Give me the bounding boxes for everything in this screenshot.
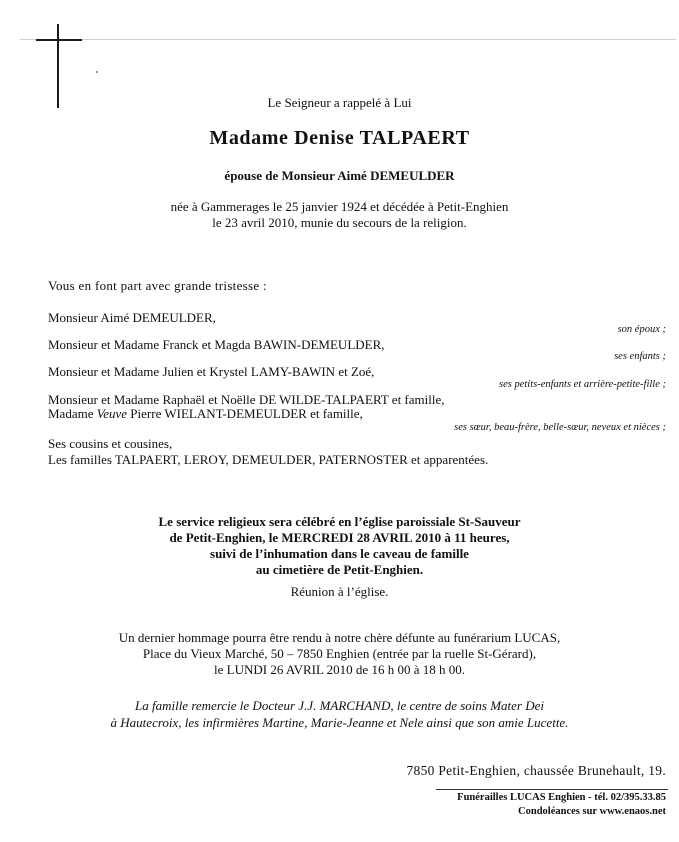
service-line-2: de Petit-Enghien, le MERCREDI 28 AVRIL 2010 à 11 heures, bbox=[169, 530, 510, 545]
service-line-1: Le service religieux sera célébré en l’église paroissiale St-Sauveur bbox=[158, 514, 521, 529]
cross-icon-bar bbox=[36, 39, 82, 41]
service-line-3: suivi de l’inhumation dans le caveau de famille bbox=[210, 546, 469, 561]
deceased-last-name: TALPAERT bbox=[359, 127, 470, 149]
service-line-4: au cimetière de Petit-Enghien. bbox=[255, 562, 424, 577]
deceased-first-name: Madame Denise bbox=[209, 127, 360, 149]
birth-line-1: née à Gammerages le 25 janvier 1924 et décédée à Petit-Enghien bbox=[170, 199, 509, 214]
funeral-home-line: Funérailles LUCAS Enghien - tél. 02/395.33.85 bbox=[457, 792, 666, 803]
family-entry-dewilde: Monsieur et Madame Raphaël et Noëlle DE WILDE-TALPAERT et famille, bbox=[48, 392, 445, 407]
top-rule bbox=[20, 39, 676, 40]
wielant-rest: Pierre WIELANT-DEMEULDER et famille, bbox=[127, 406, 363, 421]
condolences-line: Condoléances sur www.enaos.net bbox=[518, 806, 666, 817]
thanks-line-1: La famille remercie le Docteur J.J. MARCHAND, le centre de soins Mater Dei bbox=[134, 698, 545, 713]
wielant-veuve: Veuve bbox=[96, 406, 128, 421]
wielant-prefix: Madame bbox=[48, 406, 97, 421]
relation-grandchildren: ses petits-enfants et arrière-petite-fille ; bbox=[499, 379, 666, 390]
homage-line-3: le LUNDI 26 AVRIL 2010 de 16 h 00 à 18 h 00. bbox=[214, 662, 465, 677]
relation-spouse: son époux ; bbox=[617, 324, 666, 335]
family-entry-children: Monsieur et Madame Franck et Magda BAWIN-DEMEULDER, bbox=[48, 337, 385, 352]
family-entry-grandchildren: Monsieur et Madame Julien et Krystel LAMY-BAWIN et Zoé, bbox=[48, 364, 375, 379]
family-entry-spouse: Monsieur Aimé DEMEULDER, bbox=[48, 310, 216, 325]
deceased-name bbox=[0, 127, 679, 150]
thanks-line-2: à Hautecroix, les infirmières Martine, Marie-Jeanne et Nele ainsi que son amie Lucette. bbox=[110, 715, 569, 730]
cousins-line-1: Ses cousins et cousines, bbox=[48, 436, 173, 451]
birth-line-2: le 23 avril 2010, munie du secours de la religion. bbox=[212, 215, 467, 230]
family-intro: Vous en font part avec grande tristesse : bbox=[48, 278, 267, 293]
meeting-line: Réunion à l’église. bbox=[290, 584, 389, 599]
relation-siblings: ses sœur, beau-frère, belle-sœur, neveux et nièces ; bbox=[454, 422, 666, 433]
cousins-line-2: Les familles TALPAERT, LEROY, DEMEULDER, PATERNOSTER et apparentées. bbox=[48, 452, 489, 467]
intro-text: Le Seigneur a rappelé à Lui bbox=[267, 95, 412, 110]
speck bbox=[96, 71, 98, 73]
footer-rule bbox=[436, 789, 668, 790]
spouse-line: épouse de Monsieur Aimé DEMEULDER bbox=[224, 168, 455, 183]
relation-children: ses enfants ; bbox=[614, 351, 666, 362]
homage-line-2: Place du Vieux Marché, 50 – 7850 Enghien (entrée par la ruelle St-Gérard), bbox=[142, 646, 537, 661]
homage-line-1: Un dernier hommage pourra être rendu à notre chère défunte au funérarium LUCAS, bbox=[118, 630, 561, 645]
family-entry-wielant bbox=[48, 406, 363, 422]
address-line: 7850 Petit-Enghien, chaussée Brunehault, 19. bbox=[406, 763, 666, 778]
